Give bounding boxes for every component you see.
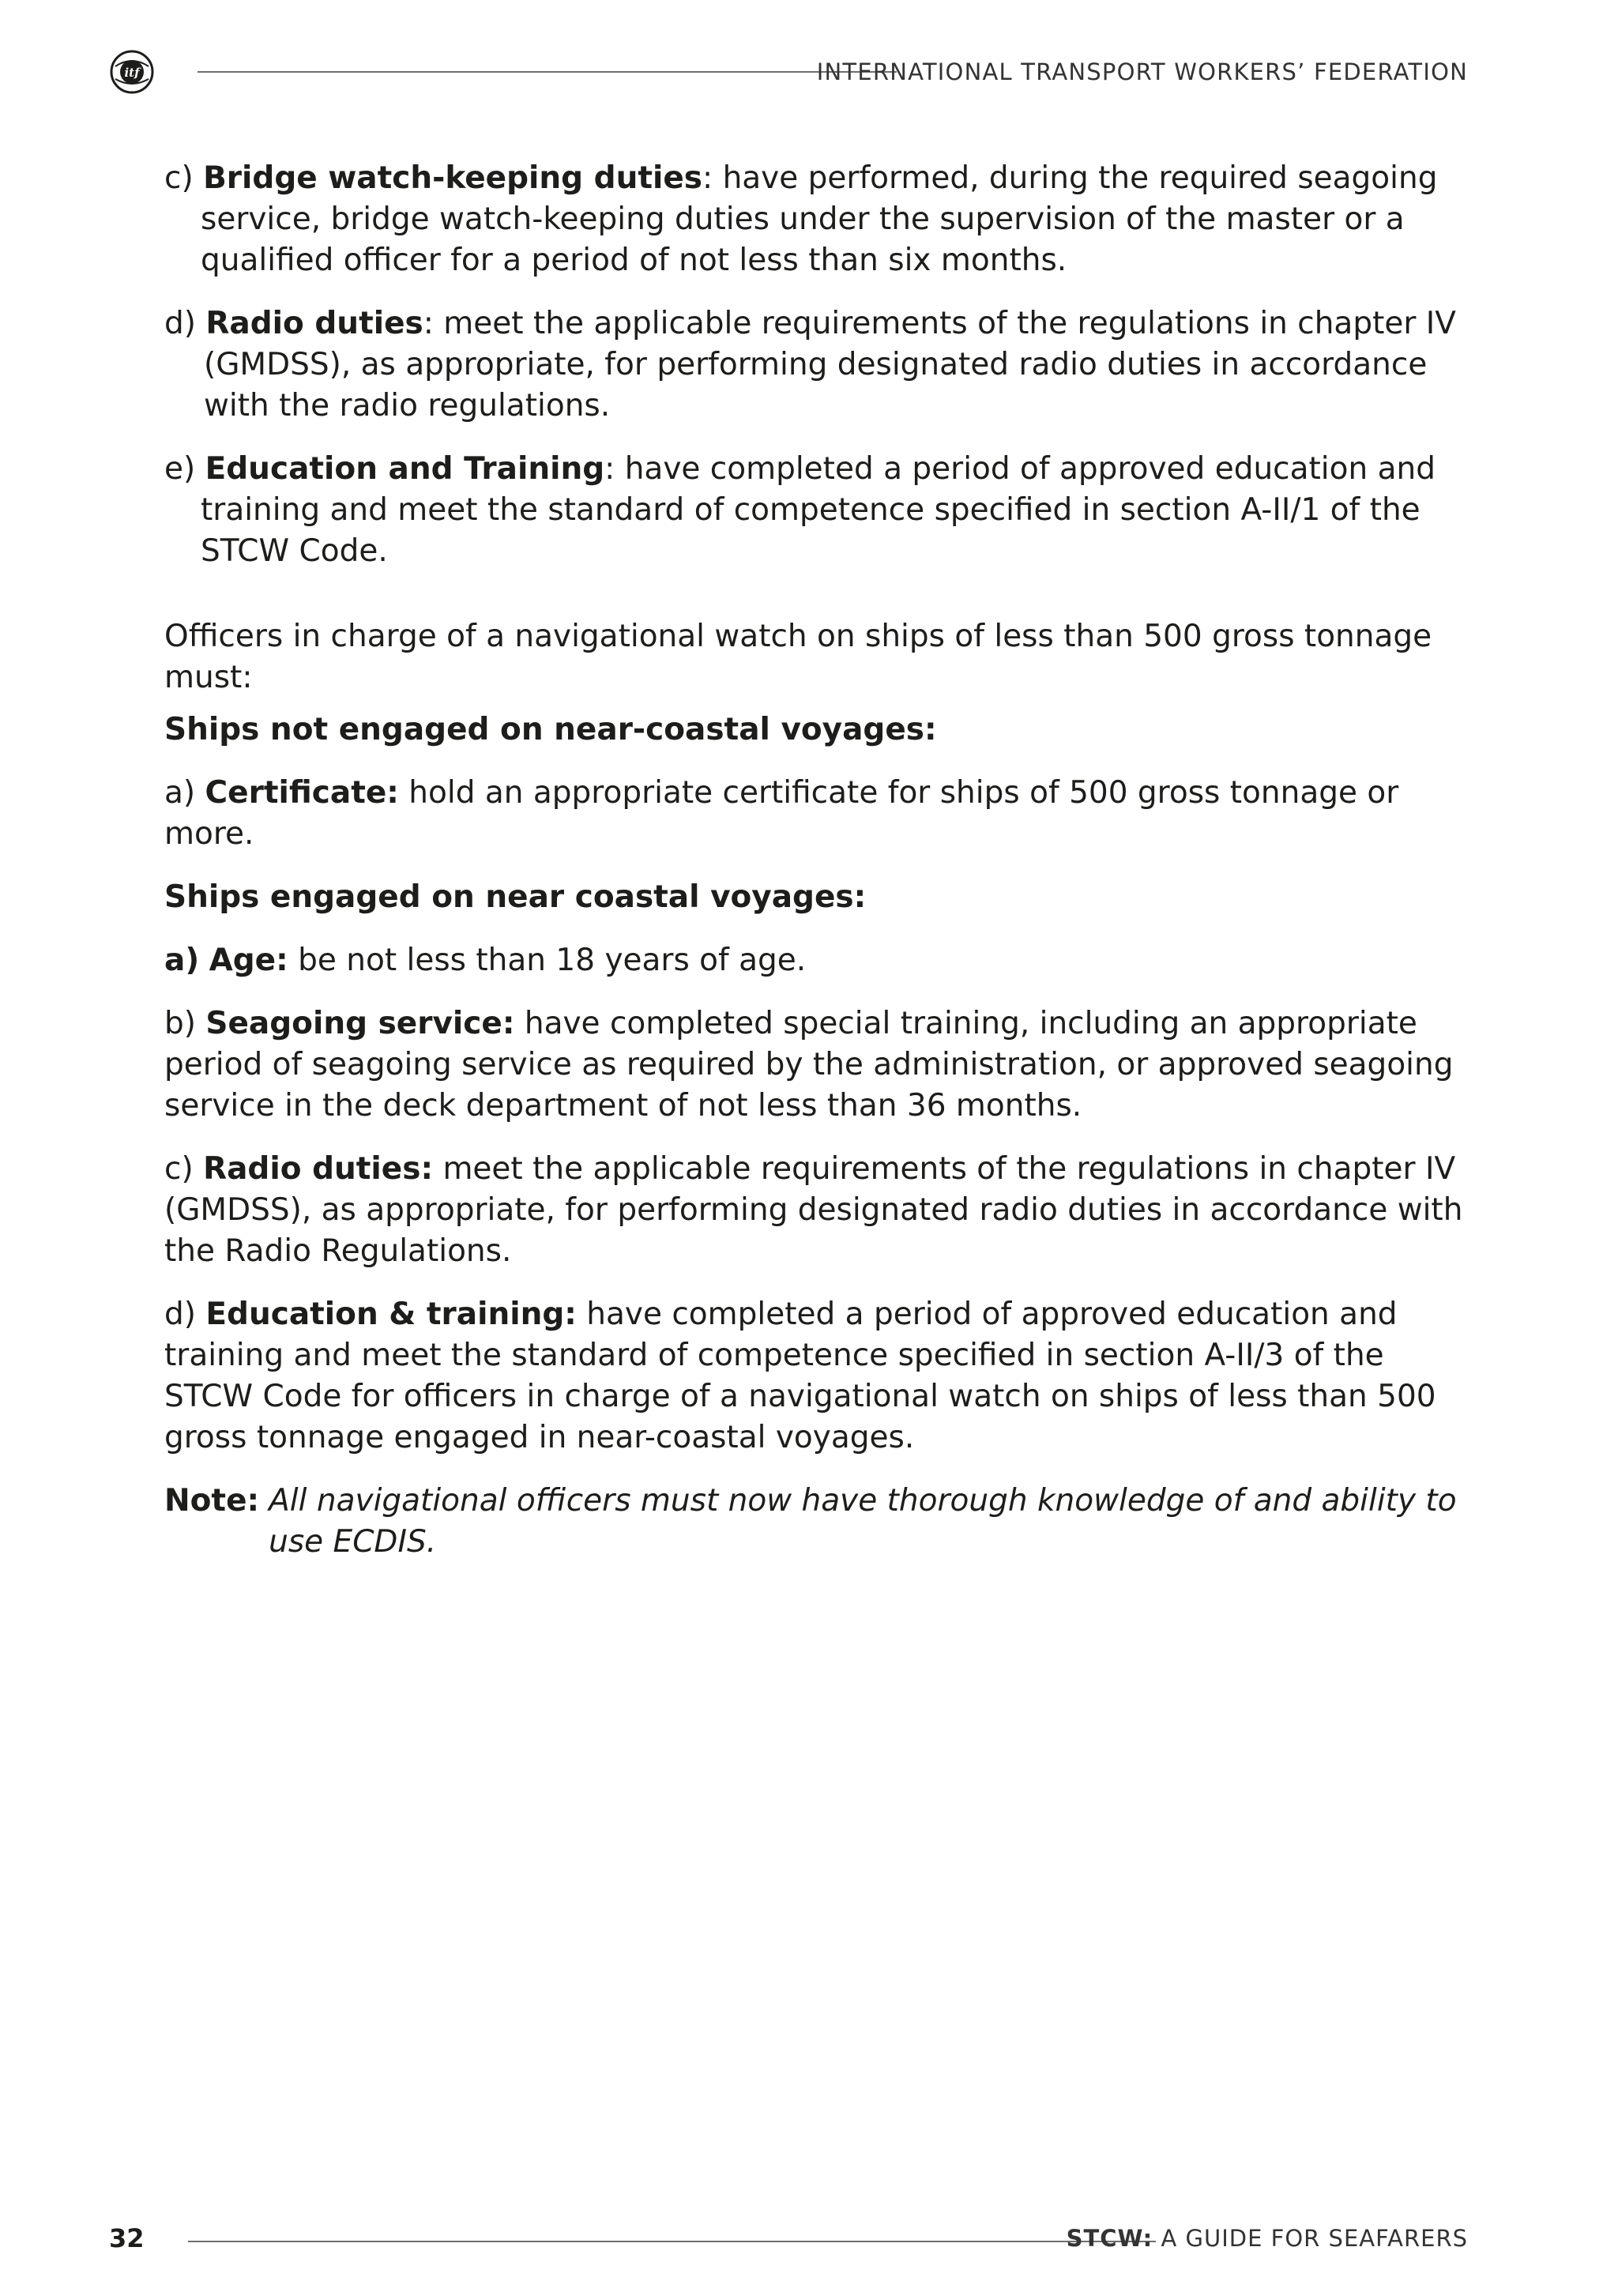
page-header [109, 49, 1468, 95]
note-text: All navigational officers must now have thorough knowledge of and ability to use ECDIS. [269, 1483, 1457, 1560]
list-item: d) Education & training: have completed a period of approved education and training and meet the standard of competence specified in section A-II/3 of the STCW Code for officers in charge of a navigational watch on ships of less than 500 gross tonnage engaged in near-coastal voyages. [164, 1297, 1436, 1455]
page-footer [109, 2223, 1468, 2258]
list-item: c) Bridge watch-keeping duties: have performed, during the required seagoing service, bridge watch-keeping duties under the supervision of the master or a qualified officer for a period of not less than six months. [164, 160, 1438, 278]
page-number: 32 [109, 2223, 145, 2253]
note-label: Note: [164, 1483, 260, 1519]
list-item: d) Radio duties: meet the applicable requirements of the regulations in chapter IV (GMDSS), as appropriate, for performing designated radio duties in accordance with the radio regulations. [164, 306, 1456, 423]
list-item: a) Certificate: hold an appropriate certificate for ships of 500 gross tonnage or more. [164, 775, 1399, 852]
section-intro: Officers in charge of a navigational watch on ships of less than 500 gross tonnage must: [164, 619, 1432, 695]
list-item: b) Seagoing service: have completed special training, including an appropriate period of seagoing service as required by the administration, or approved seagoing service in the deck department of not less than 36 months. [164, 1006, 1454, 1124]
subheading-not-near-coastal: Ships not engaged on near-coastal voyages: [164, 712, 937, 747]
header-rule [198, 71, 897, 73]
subheading-near-coastal: Ships engaged on near coastal voyages: [164, 879, 867, 915]
list-item: a) Age: be not less than 18 years of age. [164, 943, 807, 978]
footer-rule [188, 2241, 1156, 2242]
list-item: c) Radio duties: meet the applicable requirements of the regulations in chapter IV (GMDSS), as appropriate, for performing designated radio duties in accordance with the Radio Regulations. [164, 1151, 1463, 1269]
page-content [164, 158, 1472, 1585]
logo-text: itf [124, 66, 140, 80]
list-item: e) Education and Training: have completed a period of approved education and training and meet the standard of competence specified in section A-II/1 of the STCW Code. [164, 451, 1436, 569]
header-organization: INTERNATIONAL TRANSPORT WORKERS’ FEDERATION [816, 58, 1468, 85]
itf-globe-logo-icon [109, 49, 155, 95]
footer-title: STCW: A GUIDE FOR SEAFARERS [1066, 2225, 1468, 2252]
note [164, 1481, 1472, 1563]
